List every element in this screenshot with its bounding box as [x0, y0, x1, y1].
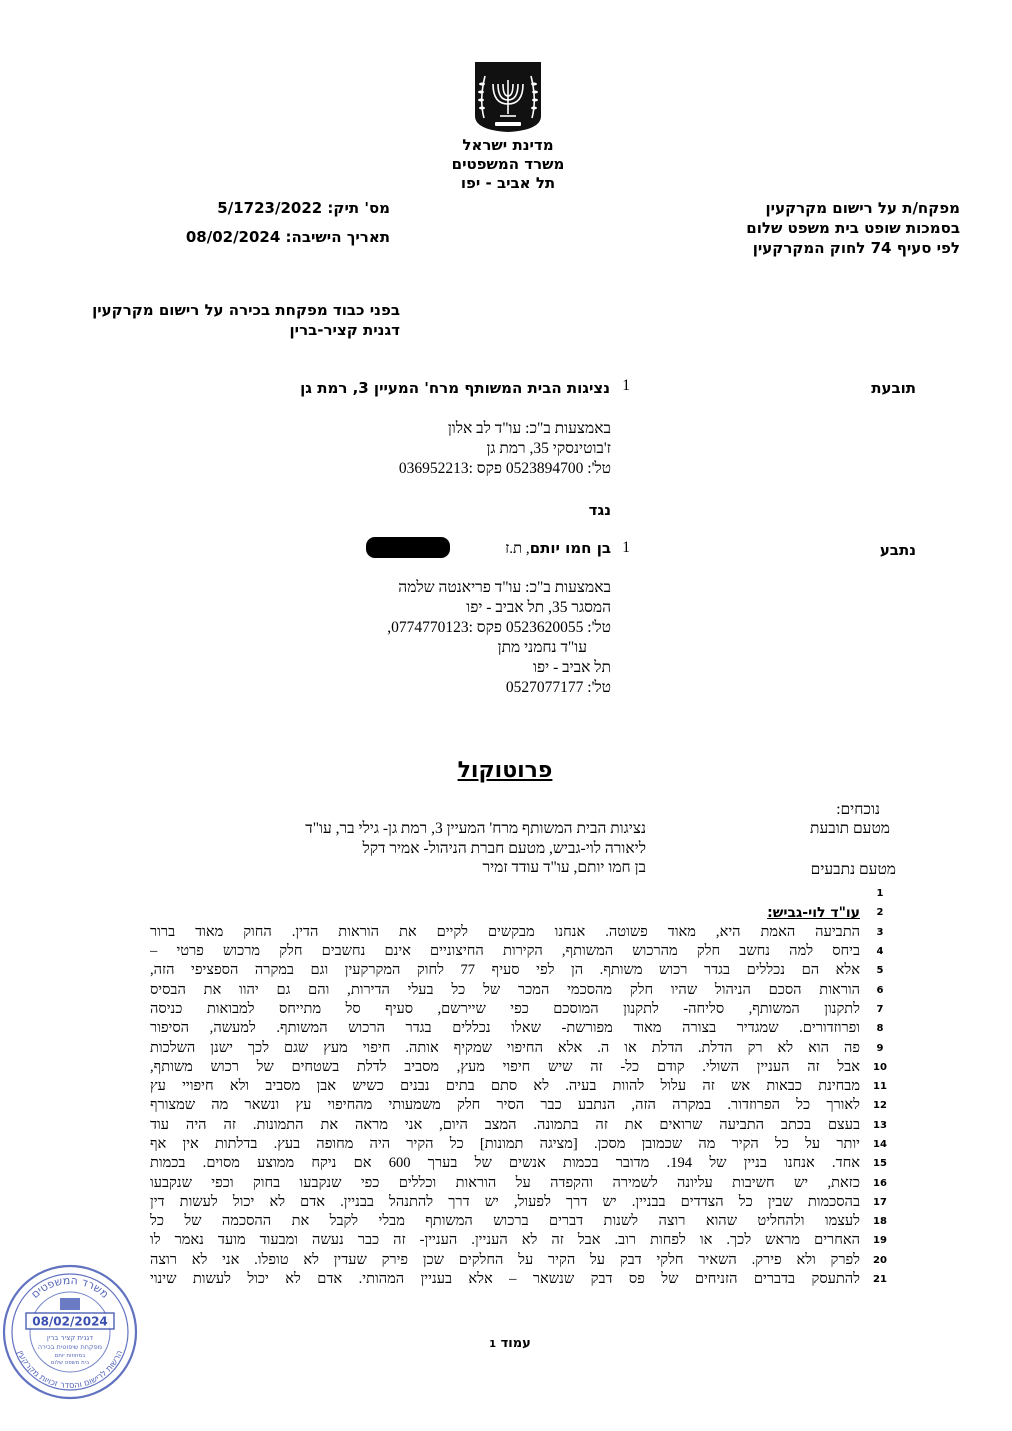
- redaction-mark: [366, 537, 450, 558]
- transcript-line: 10 אבל זה העניין השולי. קודם כל- זה שיש חיפוי מעץ, מסביב לדלת בשטחים של רכוש משותף,: [150, 1058, 887, 1075]
- present-plaintiff-text: [190, 819, 646, 859]
- state-emblem-icon: [471, 60, 545, 134]
- stamp-title: מפקחת שיפוטית בכירה: [37, 1343, 103, 1351]
- transcript-line: 20 לפרק ולא פירק. השאיר חלקי דבק על הקיר על החלקים שכן פירק שעדין לא טופלו. אני לא רוצה: [150, 1251, 887, 1268]
- defendant-city-2: תל אביב - יפו: [533, 659, 611, 676]
- defendant-address: המסגר 35, תל אביב - יפו: [466, 599, 611, 616]
- defendant-phone-2: טל': 0527077177: [505, 679, 611, 696]
- judge-title: בפני כבוד מפקחת בכירה על רישום מקרקעין: [92, 301, 400, 319]
- plaintiff-number: 1: [622, 377, 630, 394]
- protocol-title: פרוטוקול: [457, 758, 553, 783]
- office-header: [660, 198, 960, 258]
- stamp-ring-top: משרד המשפטים: [28, 1273, 112, 1301]
- transcript-line: 5 אלא הם נכללים בגדר רכוש משותף. הן לפי סעיף 77 לחוק המקרקעין וגם במקרה הספציפי הזה,: [150, 962, 884, 979]
- transcript-line: 21 להתעסק בדברים הזניחים של פס דבק שנשאר – אלא בעניין המהותי. אדם לא יכול לעשות שינוי: [150, 1271, 887, 1288]
- office-line-1: מפקח/ת על רישום מקרקעין: [765, 199, 960, 217]
- stamp-court: בית משפט שלום: [50, 1360, 90, 1366]
- plaintiff-phone: טל': 0523894700 פקס :036952213: [398, 460, 611, 477]
- transcript-line: 8 ופרוזדורים. שמגדיר בצורה מאוד מפורשת- שאלו נכללים בגדר הרכוש המשותף. למעשה, הסיפור: [150, 1020, 884, 1037]
- ministry-line-3: תל אביב - יפו: [460, 174, 556, 192]
- defendant-role: נתבע: [879, 541, 916, 559]
- transcript-line: 17 בהסכמות שבין כל הצדדים בבניין. יש דרך לפעול, יש דרך להתנהל בבניין. אדם לא יכול לעשות דין: [150, 1193, 887, 1210]
- transcript: [150, 884, 900, 1289]
- plaintiff-attorney: באמצעות ב"כ: עו"ד לב אלון: [447, 420, 611, 437]
- transcript-line: 2 עו"ד לוי-גביש:: [150, 903, 900, 922]
- office-line-2: בסמכות שופט בית משפט שלום: [746, 219, 960, 237]
- defendant-name-row: [300, 538, 611, 559]
- plaintiff-address: ז'בוטינסקי 35, רמת גן: [486, 440, 611, 457]
- page-label: עמוד: [500, 1336, 531, 1351]
- office-line-3: לפי סעיף 74 לחוק המקרקעין: [752, 239, 960, 257]
- session-date-label: תאריך הישיבה:: [285, 228, 390, 246]
- ministry-header: [380, 136, 636, 193]
- judge-header: [40, 300, 400, 340]
- defendant-details: [260, 578, 611, 698]
- session-date: [140, 227, 390, 247]
- present-label: נוכחים:: [836, 801, 880, 818]
- defendant-name: בן חמו יותם: [529, 539, 611, 557]
- page-number: 1: [489, 1339, 497, 1350]
- present-plaintiff-line-1: נציגות הבית המשותף מרח' המעיין 3, רמת גן- גילי בר, עו"ד: [305, 820, 646, 837]
- defendant-number: 1: [622, 539, 630, 556]
- transcript-line: 4 ביחס למה נחשב חלק מהרכוש המשותף, הקירות החיצוניים אינם נחשבים חלק מרכוש פרטי –: [150, 943, 884, 960]
- transcript-line: 16 כזאת, יש חשיבות עליונה לשמירה והקפדה על הוראות וכללים כפי שנקבעו בחוק וכפי שנקבעו: [150, 1174, 887, 1191]
- transcript-line: 18 לעצמו ולהחליט שהוא רוצה לשנות דברים ברכוש המשותף מבלי לקבל את ההסכמה של כל: [150, 1213, 887, 1230]
- defendant-attorney: באמצעות ב"כ: עו"ד פריאנטה שלמה: [398, 579, 611, 596]
- transcript-line: 9 פה הוא לא רק הדלת. הדלת או ה. אלא החיפוי שמקיף אותה. חיפוי מעץ שגם לכך ישנן השלכות: [150, 1039, 884, 1056]
- transcript-line: 6 הוראות הסכם הניהול שהיו חלק מהסכמי המכר של כל בעלי הדירות, והם גם יהוו את הבסיס: [150, 981, 884, 998]
- versus-label: נגד: [588, 501, 611, 519]
- plaintiff-details: [300, 419, 611, 479]
- file-number: [195, 198, 390, 218]
- transcript-line: 12 לאורך כל הפרוזדור. במקרה הזה, הנתבע כבר הסיר חלק משמעותי מהחיפוי עץ ונשאר מה שמצורף: [150, 1097, 887, 1114]
- file-number-label: מס' תיק:: [327, 199, 390, 217]
- defendant-id-label: , ת.ז: [505, 541, 530, 557]
- session-date-value: 08/02/2024: [185, 228, 281, 246]
- transcript-line: 15 אחד. אנחנו בניין של 194. מדובר בכמות אנשים של בערך 600 אם ניקח ממוצע מסוים. בכמות: [150, 1155, 887, 1172]
- stamp-date: 08/02/2024: [32, 1314, 108, 1329]
- transcript-line: 1: [876, 888, 884, 900]
- transcript-line: 3 התביעה האמת היא, מאוד פשוטה. אנחנו מבקשים לקיים את הוראות הדין. החוק מאוד ברור: [150, 923, 884, 940]
- file-number-value: 5/1723/2022: [217, 199, 323, 217]
- present-plaintiff-side: מטעם תובעת: [810, 820, 890, 837]
- defendant-phone: טל': 0523620055 פקס :0774770123,: [387, 619, 611, 636]
- defendant-attorney-2: עו"ד נחמני מתן: [497, 639, 587, 656]
- present-defendant-side: מטעם נתבעים: [810, 861, 896, 878]
- ministry-line-2: משרד המשפטים: [451, 155, 565, 173]
- transcript-line: 14 יותר על כל הקיר מה שכמובן מסכן. [מציגה תמונות] כל הקיר היה מחופה בעץ. בדלתות אין אף: [150, 1136, 887, 1152]
- transcript-line: 11 מבחינת כבאות אש זה עלול להוות בעיה. לא סתם בתים נבנים כשיש אבן מסביב ולא חיפויי עץ: [150, 1078, 887, 1095]
- transcript-line: 13 בעצם בכתב התביעה שרואים את זה בתמונה. המצב היום, אני מראה את התמונות. זה היה עוד: [150, 1116, 887, 1133]
- official-stamp: [0, 1262, 140, 1402]
- svg-text:משרד המשפטים: [29, 1274, 112, 1301]
- transcript-line: 7 לתקנון המשותף, סליחה- לתקנון המוסכם כפי שיירשם, סעיף סל מתייחס למבואות כניסה: [150, 1000, 884, 1017]
- plaintiff-role: תובעת: [871, 379, 916, 397]
- ministry-line-1: מדינת ישראל: [462, 136, 554, 154]
- transcript-line: 19 האחרים מראש לכך. או לפחות רוב. אבל זה לא העניין. העניין- זה כבר נעשה ומבעוד מועד נאמר לו: [150, 1232, 887, 1249]
- stamp-region: במחוזות יותם: [54, 1353, 86, 1359]
- speaker-label: עו"ד לוי-גביש:: [767, 904, 860, 921]
- present-plaintiff-line-2: ליאורה לוי-גביש, מטעם חברת הניהול- אמיר דקל: [362, 840, 646, 857]
- plaintiff-name: נציגות הבית המשותף מרח' המעיין 3, רמת גן: [300, 379, 610, 397]
- judge-name: דגנית קציר-ברין: [289, 321, 400, 339]
- present-defendant-text: בן חמו יותם, עו"ד עודד זמיר: [482, 859, 646, 876]
- page-footer: [470, 1336, 550, 1351]
- stamp-name: דגנית קציר ברין: [46, 1334, 94, 1342]
- stamp-ring-bottom: הרשות לרישום והסדר זכויות מקרקעין: [14, 1348, 126, 1392]
